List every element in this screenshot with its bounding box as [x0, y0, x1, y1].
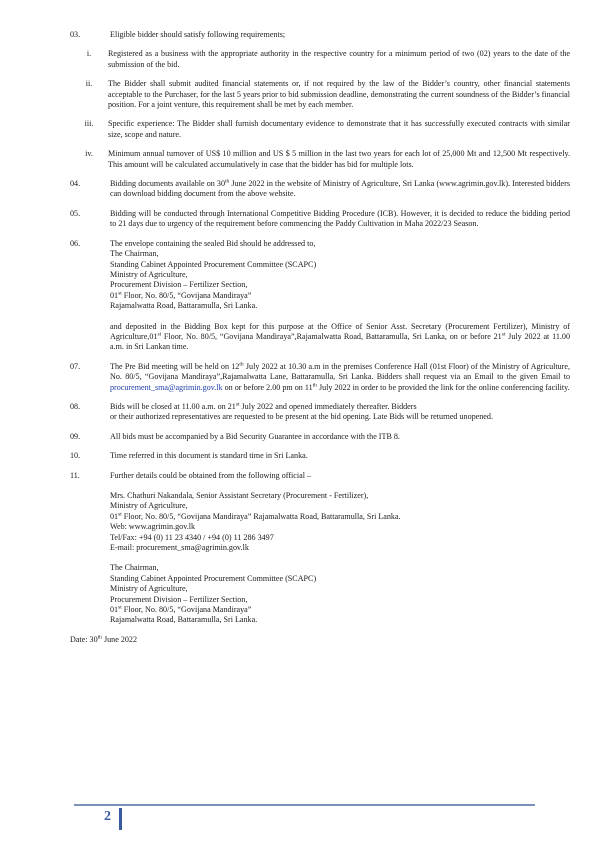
contact-line [110, 512, 570, 522]
clause-11 [70, 471, 570, 626]
clause-04 [70, 179, 570, 200]
clause-05 [70, 209, 570, 230]
requirement-i [70, 49, 570, 70]
clause-intro: The envelope containing the sealed Bid should be addressed to, [110, 238, 316, 248]
clause-number: 11. [70, 470, 80, 480]
clause-number: 04. [70, 179, 81, 189]
text-run: June 2022 [101, 634, 138, 644]
footer-bar [119, 808, 122, 830]
superscript: st [157, 331, 162, 338]
text-run: or their authorized representatives are requested to be present at the bid opening. Late Bids will be returned unopened. [110, 412, 493, 422]
page-number: 2 [104, 809, 111, 824]
requirement-ii [70, 79, 570, 110]
footer-rule [74, 804, 535, 806]
text-run: and deposited in the Bidding Box kept for this purpose at the Office of Senior Asst. Secretary (Procurement Fertilizer), Ministry of Agriculture,01 [110, 321, 570, 341]
text-run: Floor, No. 80/5, “Govijana Mandiraya”,Rajamalwatta Road, Battaramulla, Sri Lanka, on or before 21 [161, 331, 502, 341]
deposit-paragraph [110, 322, 570, 353]
clause-text [110, 471, 570, 626]
clause-08 [70, 402, 570, 423]
address-line: Procurement Division – Fertilizer Section, [110, 280, 248, 290]
official-contact-block [110, 491, 570, 553]
website-line: Web: www.agrimin.gov.lk [110, 522, 196, 532]
text-run: 01 [110, 290, 119, 300]
text-run: The Pre Bid meeting will be held on 12 [110, 361, 240, 371]
address-block [110, 249, 570, 311]
superscript: st [118, 290, 122, 297]
address-line: Rajamalwatta Road, Battaramulla, Sri Lanka. [110, 615, 258, 625]
clause-intro: Further details could be obtained from the following official – [110, 470, 312, 480]
clause-text: Bidding will be conducted through International Competitive Bidding Procedure (ICB). However, it is decided to reduce the bidding period to 21 days due to urgency of the requirement before commencing the Paddy Cultivation in Maha 2022/23 Season. [110, 208, 570, 229]
requirement-iii [70, 119, 570, 140]
clause-text: All bids must be accompanied by a Bid Security Guarantee in accordance with the ITB 8. [110, 431, 400, 441]
text-run: July 2022 at 10.30 a.m in the premises Conference Hall (01st Floor) of the Ministry of Agriculture, No. 80/5, “Govijana Mandiraya”,Rajamalwatta Lane, Battaramulla, Sri Lanka. Bidders shall request via an Email to the given Email to [110, 361, 570, 382]
address-line: Rajamalwatta Road, Battaramulla, Sri Lanka. [110, 301, 258, 311]
requirement-text: The Bidder shall submit audited financial statements or, if not required by the law of the Bidder’s country, other financial statements acceptable to the Purchaser, for the last 5 years prior to bid submission deadline, demonstrating the current soundness of the Bidder’s financial position. For a joint venture, this requirement shall be met by each member. [108, 79, 570, 110]
clause-number: 03. [70, 30, 81, 39]
text-run: June 2022 in the website of Ministry of Agriculture, Sri Lanka (www.agrimin.gov.lk). Interested bidders can download bidding document from the above website. [110, 179, 570, 199]
clause-07 [70, 362, 570, 393]
text-run: 01 [110, 605, 119, 615]
clause-text [110, 179, 570, 200]
requirement-number: iii. [84, 119, 94, 129]
text-run: Floor, No. 80/5, “Govijana Mandiraya” Rajamalwatta Road, Battaramulla, Sri Lanka. [121, 511, 401, 521]
text-run: July 2022 in order to be provided the link for the online conferencing facility. [316, 382, 570, 392]
text-run: July 2022 and opened immediately thereafter. Bidders [239, 401, 417, 411]
clause-number: 06. [70, 238, 81, 248]
clause-text [110, 402, 570, 423]
text-run: July 2022 at 11.00 a.m. in Sri Lankan time. [110, 331, 570, 352]
phone-line: Tel/Fax: +94 (0) 11 23 4340 / +94 (0) 11 286 3497 [110, 532, 274, 542]
requirement-number: iv. [85, 149, 93, 159]
address-line [110, 605, 570, 615]
clause-number: 07. [70, 361, 81, 371]
superscript: st [118, 604, 122, 611]
superscript: th [312, 381, 317, 388]
address-line: Standing Cabinet Appointed Procurement Committee (SCAPC) [110, 573, 317, 583]
superscript: st [235, 401, 240, 408]
text-run: Floor, No. 80/5, “Govijana Mandiraya” [121, 290, 252, 300]
address-line: Standing Cabinet Appointed Procurement Committee (SCAPC) [110, 259, 317, 269]
clause-text [110, 362, 570, 393]
clause-03 [70, 30, 570, 40]
text-run: Bidding documents available on 30 [110, 179, 225, 189]
address-line: Procurement Division – Fertilizer Section, [110, 594, 248, 604]
address-line: Ministry of Agriculture, [110, 584, 188, 594]
superscript: th [239, 361, 244, 368]
clause-text: Eligible bidder should satisfy following requirements; [110, 30, 286, 39]
address-line: The Chairman, [110, 563, 159, 573]
chairman-address-block [110, 563, 570, 625]
address-line: The Chairman, [110, 249, 159, 259]
text-run: Bids will be closed at 11.00 a.m. on 21 [110, 401, 236, 411]
clause-06 [70, 239, 570, 353]
requirement-text: Minimum annual turnover of US$ 10 million and US $ 5 million in the last two years for each lot of 25,000 Mt and 12,500 Mt respectively. This amount will be calculated accumulatively in case that the bidder has bid for multiple lots. [108, 149, 570, 169]
clause-number: 05. [70, 208, 81, 218]
superscript: st [501, 331, 506, 338]
email-link[interactable]: procurement_sma@agrimin.gov.lk [110, 382, 223, 392]
requirement-number: ii. [85, 79, 93, 89]
address-line: Ministry of Agriculture, [110, 269, 188, 279]
contact-line: Mrs. Chathuri Nakandala, Senior Assistant Secretary (Procurement - Fertilizer), [110, 491, 369, 500]
clause-number: 09. [70, 431, 81, 441]
clause-text [110, 239, 570, 353]
superscript: st [118, 511, 122, 518]
email-line: E-mail: procurement_sma@agrimin.gov.lk [110, 543, 249, 553]
superscript: th [97, 634, 102, 641]
superscript: th [225, 178, 230, 185]
requirement-number: i. [86, 49, 92, 59]
requirement-text: Specific experience: The Bidder shall furnish documentary evidence to demonstrate that it has successfully executed contracts with similar size, scope and nature. [108, 119, 570, 139]
clause-number: 08. [70, 401, 81, 411]
address-line [110, 291, 570, 301]
clause-09 [70, 432, 570, 442]
text-run: on or before 2.00 pm on 11 [222, 382, 313, 392]
requirement-iv [70, 149, 570, 170]
document-date [70, 635, 570, 645]
contact-line: Ministry of Agriculture, [110, 501, 188, 511]
page-footer [74, 804, 535, 834]
text-run: 01 [110, 511, 119, 521]
clause-text: Time referred in this document is standard time in Sri Lanka. [110, 451, 308, 461]
clause-10 [70, 451, 570, 461]
text-run: Date: 30 [70, 634, 98, 644]
requirement-text: Registered as a business with the appropriate authority in the respective country for a minimum period of two (02) years to the date of the submission of the bid. [108, 49, 570, 69]
clause-number: 10. [70, 451, 81, 461]
requirements-list [70, 49, 570, 170]
text-run: Floor, No. 80/5, “Govijana Mandiraya” [121, 605, 252, 615]
